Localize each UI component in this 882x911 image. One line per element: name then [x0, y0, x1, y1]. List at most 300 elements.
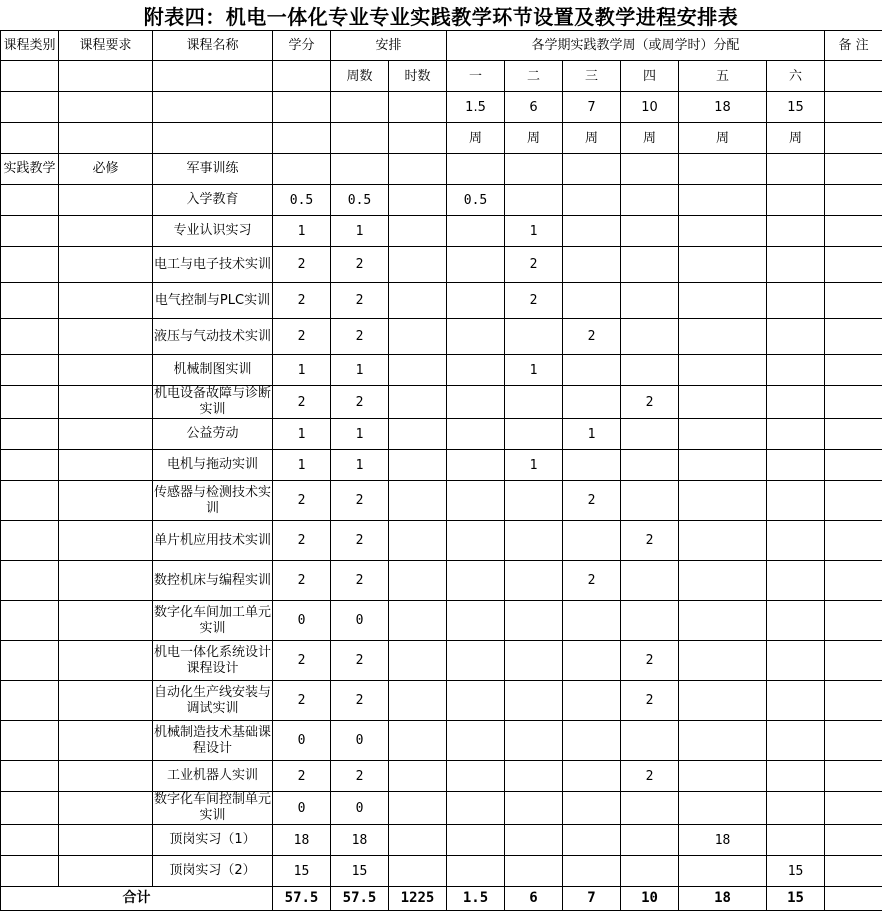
row-semester-2: 1 — [505, 450, 563, 481]
row-semester-6 — [767, 283, 825, 319]
week-unit-5: 周 — [679, 123, 767, 154]
row-weeks: 0 — [331, 792, 389, 825]
header-row-1 — [1, 31, 882, 61]
row-credit: 1 — [273, 419, 331, 450]
row-semester-3 — [563, 825, 621, 856]
row-semester-5 — [679, 521, 767, 561]
row-category — [1, 825, 59, 856]
schedule-table — [0, 30, 882, 911]
row-semester-4 — [621, 721, 679, 761]
row-remark — [825, 216, 882, 247]
row-category — [1, 355, 59, 386]
row-semester-5 — [679, 419, 767, 450]
row-course-name: 电工与电子技术实训 — [153, 247, 273, 283]
row-hours — [389, 601, 447, 641]
row-semester-3: 1 — [563, 419, 621, 450]
row-course-name: 入学教育 — [153, 185, 273, 216]
row-semester-6 — [767, 247, 825, 283]
row-semester-6 — [767, 419, 825, 450]
row-semester-1 — [447, 355, 505, 386]
row-hours — [389, 761, 447, 792]
row-hours — [389, 450, 447, 481]
row-requirement — [59, 283, 153, 319]
row-semester-6 — [767, 825, 825, 856]
header-row-4 — [1, 123, 882, 154]
table-row — [1, 601, 882, 641]
row-category — [1, 521, 59, 561]
row-semester-2: 2 — [505, 283, 563, 319]
row-credit: 2 — [273, 561, 331, 601]
row-semester-1 — [447, 721, 505, 761]
row-course-name: 数控机床与编程实训 — [153, 561, 273, 601]
row-course-name: 电机与拖动实训 — [153, 450, 273, 481]
row-remark — [825, 283, 882, 319]
table-row — [1, 185, 882, 216]
row-semester-5 — [679, 761, 767, 792]
row-weeks: 2 — [331, 481, 389, 521]
row-category — [1, 561, 59, 601]
row-course-name: 机械制图实训 — [153, 355, 273, 386]
table-row — [1, 825, 882, 856]
row-semester-5 — [679, 355, 767, 386]
row-requirement — [59, 561, 153, 601]
row-requirement — [59, 185, 153, 216]
row-requirement — [59, 681, 153, 721]
row-hours — [389, 856, 447, 887]
header-weeks: 周数 — [331, 61, 389, 92]
week-unit-1: 周 — [447, 123, 505, 154]
row-requirement — [59, 247, 153, 283]
row-semester-2 — [505, 601, 563, 641]
total-semester-4: 10 — [621, 887, 679, 911]
row-requirement — [59, 601, 153, 641]
row-semester-4: 2 — [621, 521, 679, 561]
row-category — [1, 319, 59, 355]
semester-weeks-5: 18 — [679, 92, 767, 123]
empty-cell — [825, 92, 882, 123]
row-credit: 0 — [273, 601, 331, 641]
row-semester-3: 2 — [563, 319, 621, 355]
row-semester-4 — [621, 185, 679, 216]
row-semester-1 — [447, 283, 505, 319]
row-semester-6 — [767, 641, 825, 681]
row-credit: 0.5 — [273, 185, 331, 216]
row-credit: 2 — [273, 319, 331, 355]
row-weeks: 1 — [331, 216, 389, 247]
table-row — [1, 761, 882, 792]
row-semester-5 — [679, 601, 767, 641]
empty-cell — [1, 123, 59, 154]
row-credit: 1 — [273, 450, 331, 481]
row-remark — [825, 319, 882, 355]
row-semester-1 — [447, 319, 505, 355]
row-semester-1 — [447, 641, 505, 681]
row-category — [1, 419, 59, 450]
row-semester-3 — [563, 386, 621, 419]
row-semester-5 — [679, 792, 767, 825]
row-weeks: 2 — [331, 319, 389, 355]
row-semester-2 — [505, 185, 563, 216]
empty-cell — [389, 123, 447, 154]
row-category — [1, 450, 59, 481]
row-remark — [825, 825, 882, 856]
semester-weeks-4: 10 — [621, 92, 679, 123]
row-credit: 2 — [273, 761, 331, 792]
row-hours — [389, 386, 447, 419]
table-row — [1, 681, 882, 721]
header-requirement: 课程要求 — [59, 31, 153, 61]
row-semester-3 — [563, 247, 621, 283]
row-hours — [389, 319, 447, 355]
row-semester-5: 18 — [679, 825, 767, 856]
row-credit: 2 — [273, 641, 331, 681]
row-semester-2 — [505, 856, 563, 887]
row-remark — [825, 521, 882, 561]
empty-cell — [153, 92, 273, 123]
row-weeks: 0 — [331, 721, 389, 761]
row-weeks: 18 — [331, 825, 389, 856]
row-weeks — [331, 154, 389, 185]
row-semester-2 — [505, 419, 563, 450]
row-credit: 2 — [273, 481, 331, 521]
row-semester-5 — [679, 681, 767, 721]
table-row — [1, 641, 882, 681]
header-row-3 — [1, 92, 882, 123]
row-semester-3 — [563, 681, 621, 721]
row-semester-3 — [563, 856, 621, 887]
row-category — [1, 792, 59, 825]
row-semester-3 — [563, 641, 621, 681]
header-course-name: 课程名称 — [153, 31, 273, 61]
row-semester-1: 0.5 — [447, 185, 505, 216]
row-requirement — [59, 521, 153, 561]
row-requirement — [59, 386, 153, 419]
empty-cell — [273, 92, 331, 123]
page-title: 附表四：机电一体化专业专业实践教学环节设置及教学进程安排表 — [0, 0, 882, 30]
row-semester-3 — [563, 792, 621, 825]
row-remark — [825, 419, 882, 450]
row-semester-3 — [563, 355, 621, 386]
row-semester-4 — [621, 216, 679, 247]
row-category — [1, 761, 59, 792]
row-weeks: 1 — [331, 355, 389, 386]
row-category — [1, 856, 59, 887]
row-semester-1 — [447, 419, 505, 450]
row-semester-6 — [767, 319, 825, 355]
row-semester-5 — [679, 481, 767, 521]
table-row — [1, 386, 882, 419]
total-hours: 1225 — [389, 887, 447, 911]
row-semester-4 — [621, 792, 679, 825]
row-semester-1 — [447, 561, 505, 601]
row-semester-4: 2 — [621, 641, 679, 681]
table-row — [1, 319, 882, 355]
row-requirement — [59, 319, 153, 355]
row-semester-1 — [447, 792, 505, 825]
row-requirement — [59, 419, 153, 450]
row-course-name: 数字化车间加工单元实训 — [153, 601, 273, 641]
empty-cell — [1, 92, 59, 123]
row-credit: 2 — [273, 521, 331, 561]
row-semester-4 — [621, 319, 679, 355]
row-hours — [389, 641, 447, 681]
row-semester-2 — [505, 825, 563, 856]
row-semester-5 — [679, 154, 767, 185]
row-hours — [389, 216, 447, 247]
row-remark — [825, 450, 882, 481]
table-row — [1, 419, 882, 450]
row-remark — [825, 185, 882, 216]
row-hours — [389, 185, 447, 216]
week-unit-6: 周 — [767, 123, 825, 154]
row-hours — [389, 247, 447, 283]
empty-cell — [59, 61, 153, 92]
total-semester-3: 7 — [563, 887, 621, 911]
row-credit: 2 — [273, 283, 331, 319]
row-semester-6 — [767, 721, 825, 761]
row-remark — [825, 761, 882, 792]
row-remark — [825, 154, 882, 185]
row-course-name: 机电设备故障与诊断实训 — [153, 386, 273, 419]
row-semester-4: 2 — [621, 761, 679, 792]
row-hours — [389, 792, 447, 825]
row-remark — [825, 856, 882, 887]
row-semester-3 — [563, 761, 621, 792]
row-semester-4 — [621, 601, 679, 641]
row-credit — [273, 154, 331, 185]
row-category — [1, 386, 59, 419]
row-hours — [389, 521, 447, 561]
semester-weeks-3: 7 — [563, 92, 621, 123]
row-semester-4 — [621, 825, 679, 856]
row-weeks: 2 — [331, 761, 389, 792]
row-course-name: 传感器与检测技术实训 — [153, 481, 273, 521]
row-hours — [389, 154, 447, 185]
header-semester-2: 二 — [505, 61, 563, 92]
row-hours — [389, 561, 447, 601]
row-semester-2 — [505, 681, 563, 721]
row-semester-2 — [505, 561, 563, 601]
row-semester-2 — [505, 721, 563, 761]
empty-cell — [825, 123, 882, 154]
row-weeks: 2 — [331, 521, 389, 561]
row-weeks: 2 — [331, 247, 389, 283]
row-weeks: 2 — [331, 386, 389, 419]
row-requirement — [59, 481, 153, 521]
row-semester-5 — [679, 283, 767, 319]
row-category — [1, 283, 59, 319]
row-credit: 1 — [273, 216, 331, 247]
row-semester-3 — [563, 450, 621, 481]
row-semester-3 — [563, 721, 621, 761]
row-semester-2 — [505, 641, 563, 681]
row-hours — [389, 721, 447, 761]
row-semester-4 — [621, 481, 679, 521]
table-row — [1, 481, 882, 521]
row-weeks: 0 — [331, 601, 389, 641]
table-row — [1, 521, 882, 561]
row-semester-6: 15 — [767, 856, 825, 887]
row-semester-5 — [679, 386, 767, 419]
row-hours — [389, 355, 447, 386]
week-unit-4: 周 — [621, 123, 679, 154]
row-semester-1 — [447, 247, 505, 283]
row-semester-4 — [621, 561, 679, 601]
table-row — [1, 561, 882, 601]
row-credit: 15 — [273, 856, 331, 887]
row-semester-1 — [447, 481, 505, 521]
row-remark — [825, 681, 882, 721]
row-remark — [825, 247, 882, 283]
row-category — [1, 216, 59, 247]
row-remark — [825, 601, 882, 641]
total-semester-1: 1.5 — [447, 887, 505, 911]
row-category — [1, 681, 59, 721]
row-requirement — [59, 761, 153, 792]
row-semester-6 — [767, 761, 825, 792]
row-credit: 1 — [273, 355, 331, 386]
row-semester-1 — [447, 216, 505, 247]
row-semester-4 — [621, 283, 679, 319]
header-remark: 备 注 — [825, 31, 882, 61]
row-semester-2 — [505, 319, 563, 355]
row-remark — [825, 721, 882, 761]
row-course-name: 军事训练 — [153, 154, 273, 185]
row-semester-2 — [505, 154, 563, 185]
row-credit: 0 — [273, 792, 331, 825]
row-semester-4 — [621, 154, 679, 185]
row-semester-1 — [447, 521, 505, 561]
row-semester-2 — [505, 761, 563, 792]
row-hours — [389, 681, 447, 721]
row-semester-2: 1 — [505, 216, 563, 247]
table-row — [1, 154, 882, 185]
row-weeks: 2 — [331, 681, 389, 721]
week-unit-3: 周 — [563, 123, 621, 154]
header-semester-3: 三 — [563, 61, 621, 92]
empty-cell — [59, 123, 153, 154]
row-category — [1, 601, 59, 641]
row-semester-6 — [767, 601, 825, 641]
semester-weeks-6: 15 — [767, 92, 825, 123]
row-course-name: 专业认识实习 — [153, 216, 273, 247]
row-semester-5 — [679, 319, 767, 355]
row-semester-3 — [563, 601, 621, 641]
row-semester-4 — [621, 856, 679, 887]
row-semester-3: 2 — [563, 561, 621, 601]
row-semester-4 — [621, 355, 679, 386]
table-row — [1, 856, 882, 887]
row-semester-1 — [447, 681, 505, 721]
row-remark — [825, 561, 882, 601]
row-course-name: 数字化车间控制单元实训 — [153, 792, 273, 825]
semester-weeks-1: 1.5 — [447, 92, 505, 123]
table-row — [1, 216, 882, 247]
row-semester-6 — [767, 521, 825, 561]
row-weeks: 0.5 — [331, 185, 389, 216]
row-semester-1 — [447, 601, 505, 641]
row-remark — [825, 792, 882, 825]
row-weeks: 2 — [331, 561, 389, 601]
empty-cell — [825, 61, 882, 92]
row-weeks: 15 — [331, 856, 389, 887]
row-course-name: 工业机器人实训 — [153, 761, 273, 792]
header-category: 课程类别 — [1, 31, 59, 61]
row-semester-6 — [767, 481, 825, 521]
row-semester-5 — [679, 216, 767, 247]
row-semester-6 — [767, 450, 825, 481]
empty-cell — [273, 61, 331, 92]
header-semester-1: 一 — [447, 61, 505, 92]
row-semester-6 — [767, 561, 825, 601]
row-semester-6 — [767, 216, 825, 247]
row-hours — [389, 825, 447, 856]
header-semester-5: 五 — [679, 61, 767, 92]
row-category — [1, 481, 59, 521]
row-semester-6 — [767, 681, 825, 721]
row-course-name: 液压与气动技术实训 — [153, 319, 273, 355]
row-semester-4 — [621, 450, 679, 481]
row-semester-5 — [679, 721, 767, 761]
empty-cell — [1, 61, 59, 92]
empty-cell — [331, 92, 389, 123]
row-semester-4 — [621, 419, 679, 450]
row-semester-2 — [505, 792, 563, 825]
row-remark — [825, 355, 882, 386]
row-semester-2: 2 — [505, 247, 563, 283]
empty-cell — [153, 123, 273, 154]
header-credit: 学分 — [273, 31, 331, 61]
total-credit: 57.5 — [273, 887, 331, 911]
row-semester-1 — [447, 761, 505, 792]
row-category — [1, 641, 59, 681]
total-label: 合计 — [1, 887, 273, 911]
header-distribution: 各学期实践教学周（或周学时）分配 — [447, 31, 825, 61]
row-semester-1 — [447, 856, 505, 887]
row-credit: 2 — [273, 681, 331, 721]
header-hours: 时数 — [389, 61, 447, 92]
row-hours — [389, 283, 447, 319]
row-semester-5 — [679, 856, 767, 887]
row-requirement — [59, 825, 153, 856]
total-semester-5: 18 — [679, 887, 767, 911]
row-semester-2 — [505, 481, 563, 521]
row-semester-3 — [563, 185, 621, 216]
semester-weeks-2: 6 — [505, 92, 563, 123]
row-requirement — [59, 856, 153, 887]
row-semester-3 — [563, 154, 621, 185]
row-semester-5 — [679, 641, 767, 681]
row-semester-3: 2 — [563, 481, 621, 521]
row-category: 实践教学 — [1, 154, 59, 185]
row-credit: 2 — [273, 386, 331, 419]
row-semester-3 — [563, 521, 621, 561]
header-semester-6: 六 — [767, 61, 825, 92]
empty-cell — [273, 123, 331, 154]
row-semester-3 — [563, 283, 621, 319]
row-course-name: 单片机应用技术实训 — [153, 521, 273, 561]
row-category — [1, 721, 59, 761]
row-semester-2 — [505, 386, 563, 419]
row-semester-4: 2 — [621, 681, 679, 721]
row-credit: 2 — [273, 247, 331, 283]
row-credit: 18 — [273, 825, 331, 856]
row-course-name: 顶岗实习（2） — [153, 856, 273, 887]
row-semester-5 — [679, 247, 767, 283]
header-arrangement: 安排 — [331, 31, 447, 61]
table-row — [1, 721, 882, 761]
row-course-name: 电气控制与PLC实训 — [153, 283, 273, 319]
